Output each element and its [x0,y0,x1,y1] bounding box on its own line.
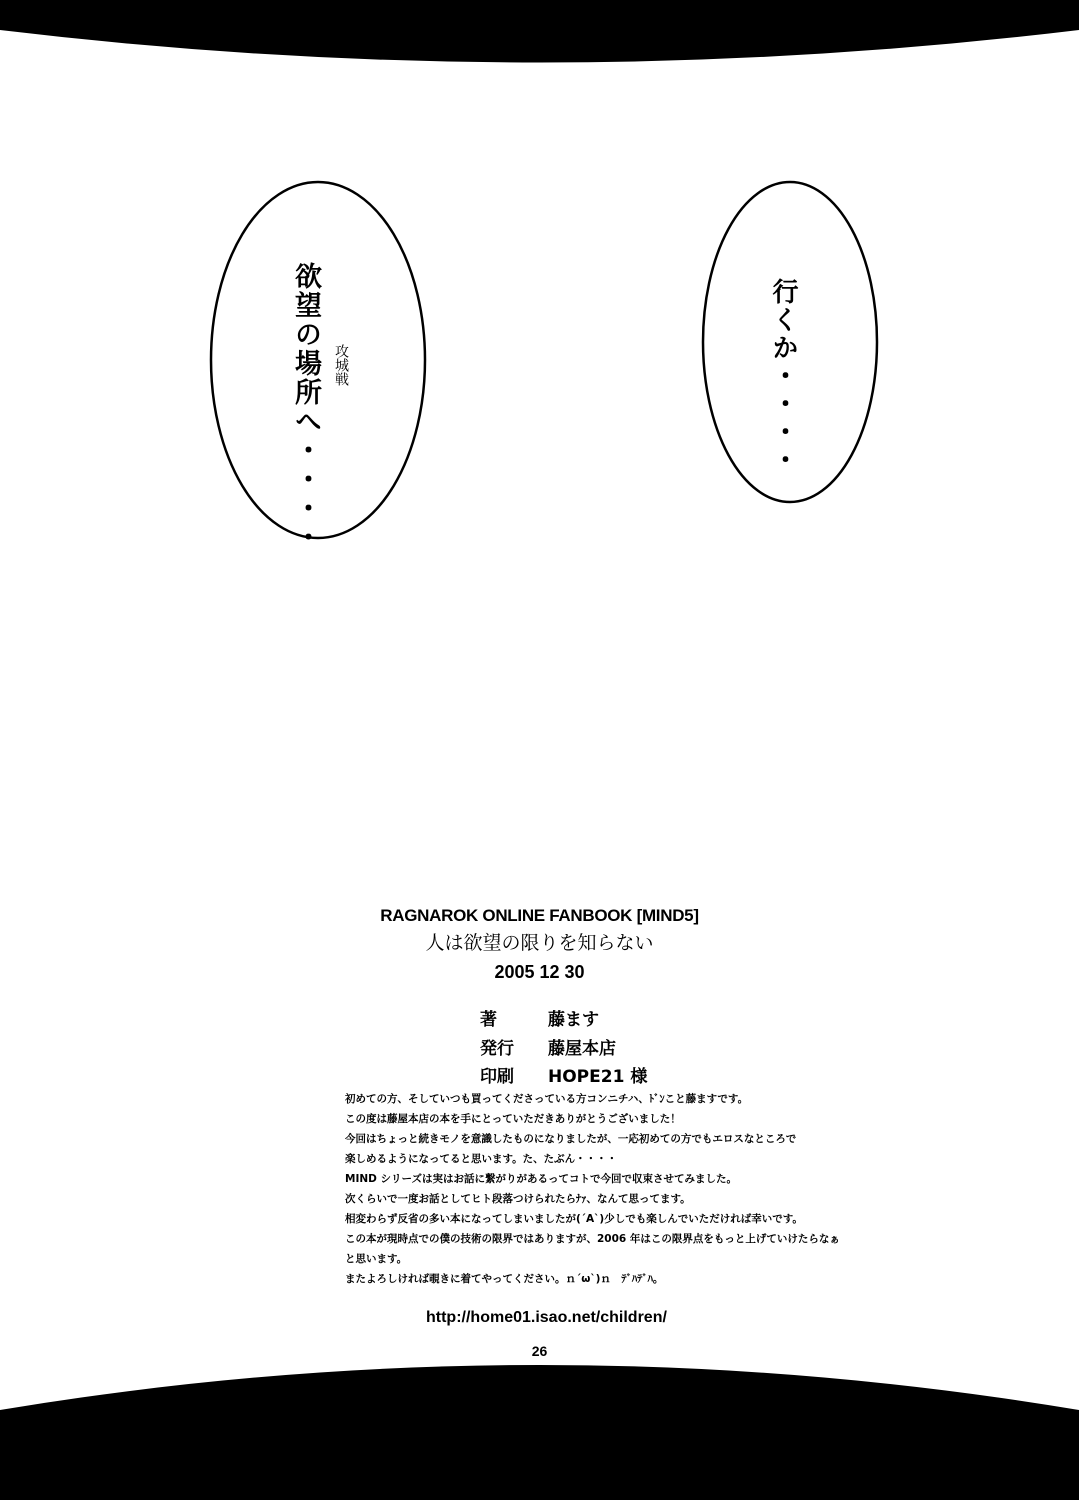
afterword-line: 相変わらず反省の多い本になってしまいましたが(´A`)少しでも楽しんでいただければ幸いです。 [345,1213,803,1225]
afterword-line: と思います。 [345,1253,408,1265]
credit-author-value: 藤ます [548,1010,599,1030]
afterword-line: 楽しめるようになってると思います。た、たぶん・・・・ [345,1153,618,1165]
afterword-line: 今回はちょっと続きモノを意識したものになりましたが、一応初めての方でもエロスなところで [345,1133,797,1145]
afterword-line: この度は藤屋本店の本を手にとっていただきありがとうございました！ [345,1113,681,1125]
page-number: 26 [531,1343,548,1359]
afterword [345,1089,905,1289]
bottom-black-border [0,1365,1079,1500]
afterword-line: またよろしければ覗きに着てやってください。ｎ´ω`)ｎ ﾃﾞﾊﾃﾞﾊ。 [345,1273,664,1285]
afterword-line: 次くらいで一度お話としてヒト段落つけられたらﾅｧ、なんて思ってます。 [345,1193,691,1205]
credit-publisher-label: 発行 [480,1039,514,1059]
bubble-left-ruby: 攻城戦 [333,344,349,386]
credit-publisher-value: 藤屋本店 [548,1039,616,1059]
book-subtitle: 人は欲望の限りを知らない [425,932,654,954]
credit-author-label: 著 [480,1010,497,1030]
afterword-line: MIND シリーズは実はお話に繋がりがあるってコトで今回で収束させてみました。 [345,1173,737,1185]
afterword-line: 初めての方、そしていつも買ってくださっている方コンニチハ、ﾄﾞﾝこと藤ますです。 [345,1093,749,1105]
bubble-left-text: 欲望の場所へ・・・・ [290,262,321,552]
credit-printer-value: HOPE21 様 [548,1067,648,1087]
publish-date: 2005 12 30 [494,962,585,982]
afterword-line: この本が現時点での僕の技術の限界ではありますが、2006 年はこの限界点をもっと上げていけたらなぁ [345,1233,840,1245]
book-title: RAGNAROK ONLINE FANBOOK [MIND5] [380,906,699,925]
circle-url: http://home01.isao.net/children/ [426,1309,667,1326]
bubble-right-text: 行くか・・・・ [768,278,798,474]
top-black-border [0,0,1079,63]
credit-printer-label: 印刷 [480,1067,514,1087]
